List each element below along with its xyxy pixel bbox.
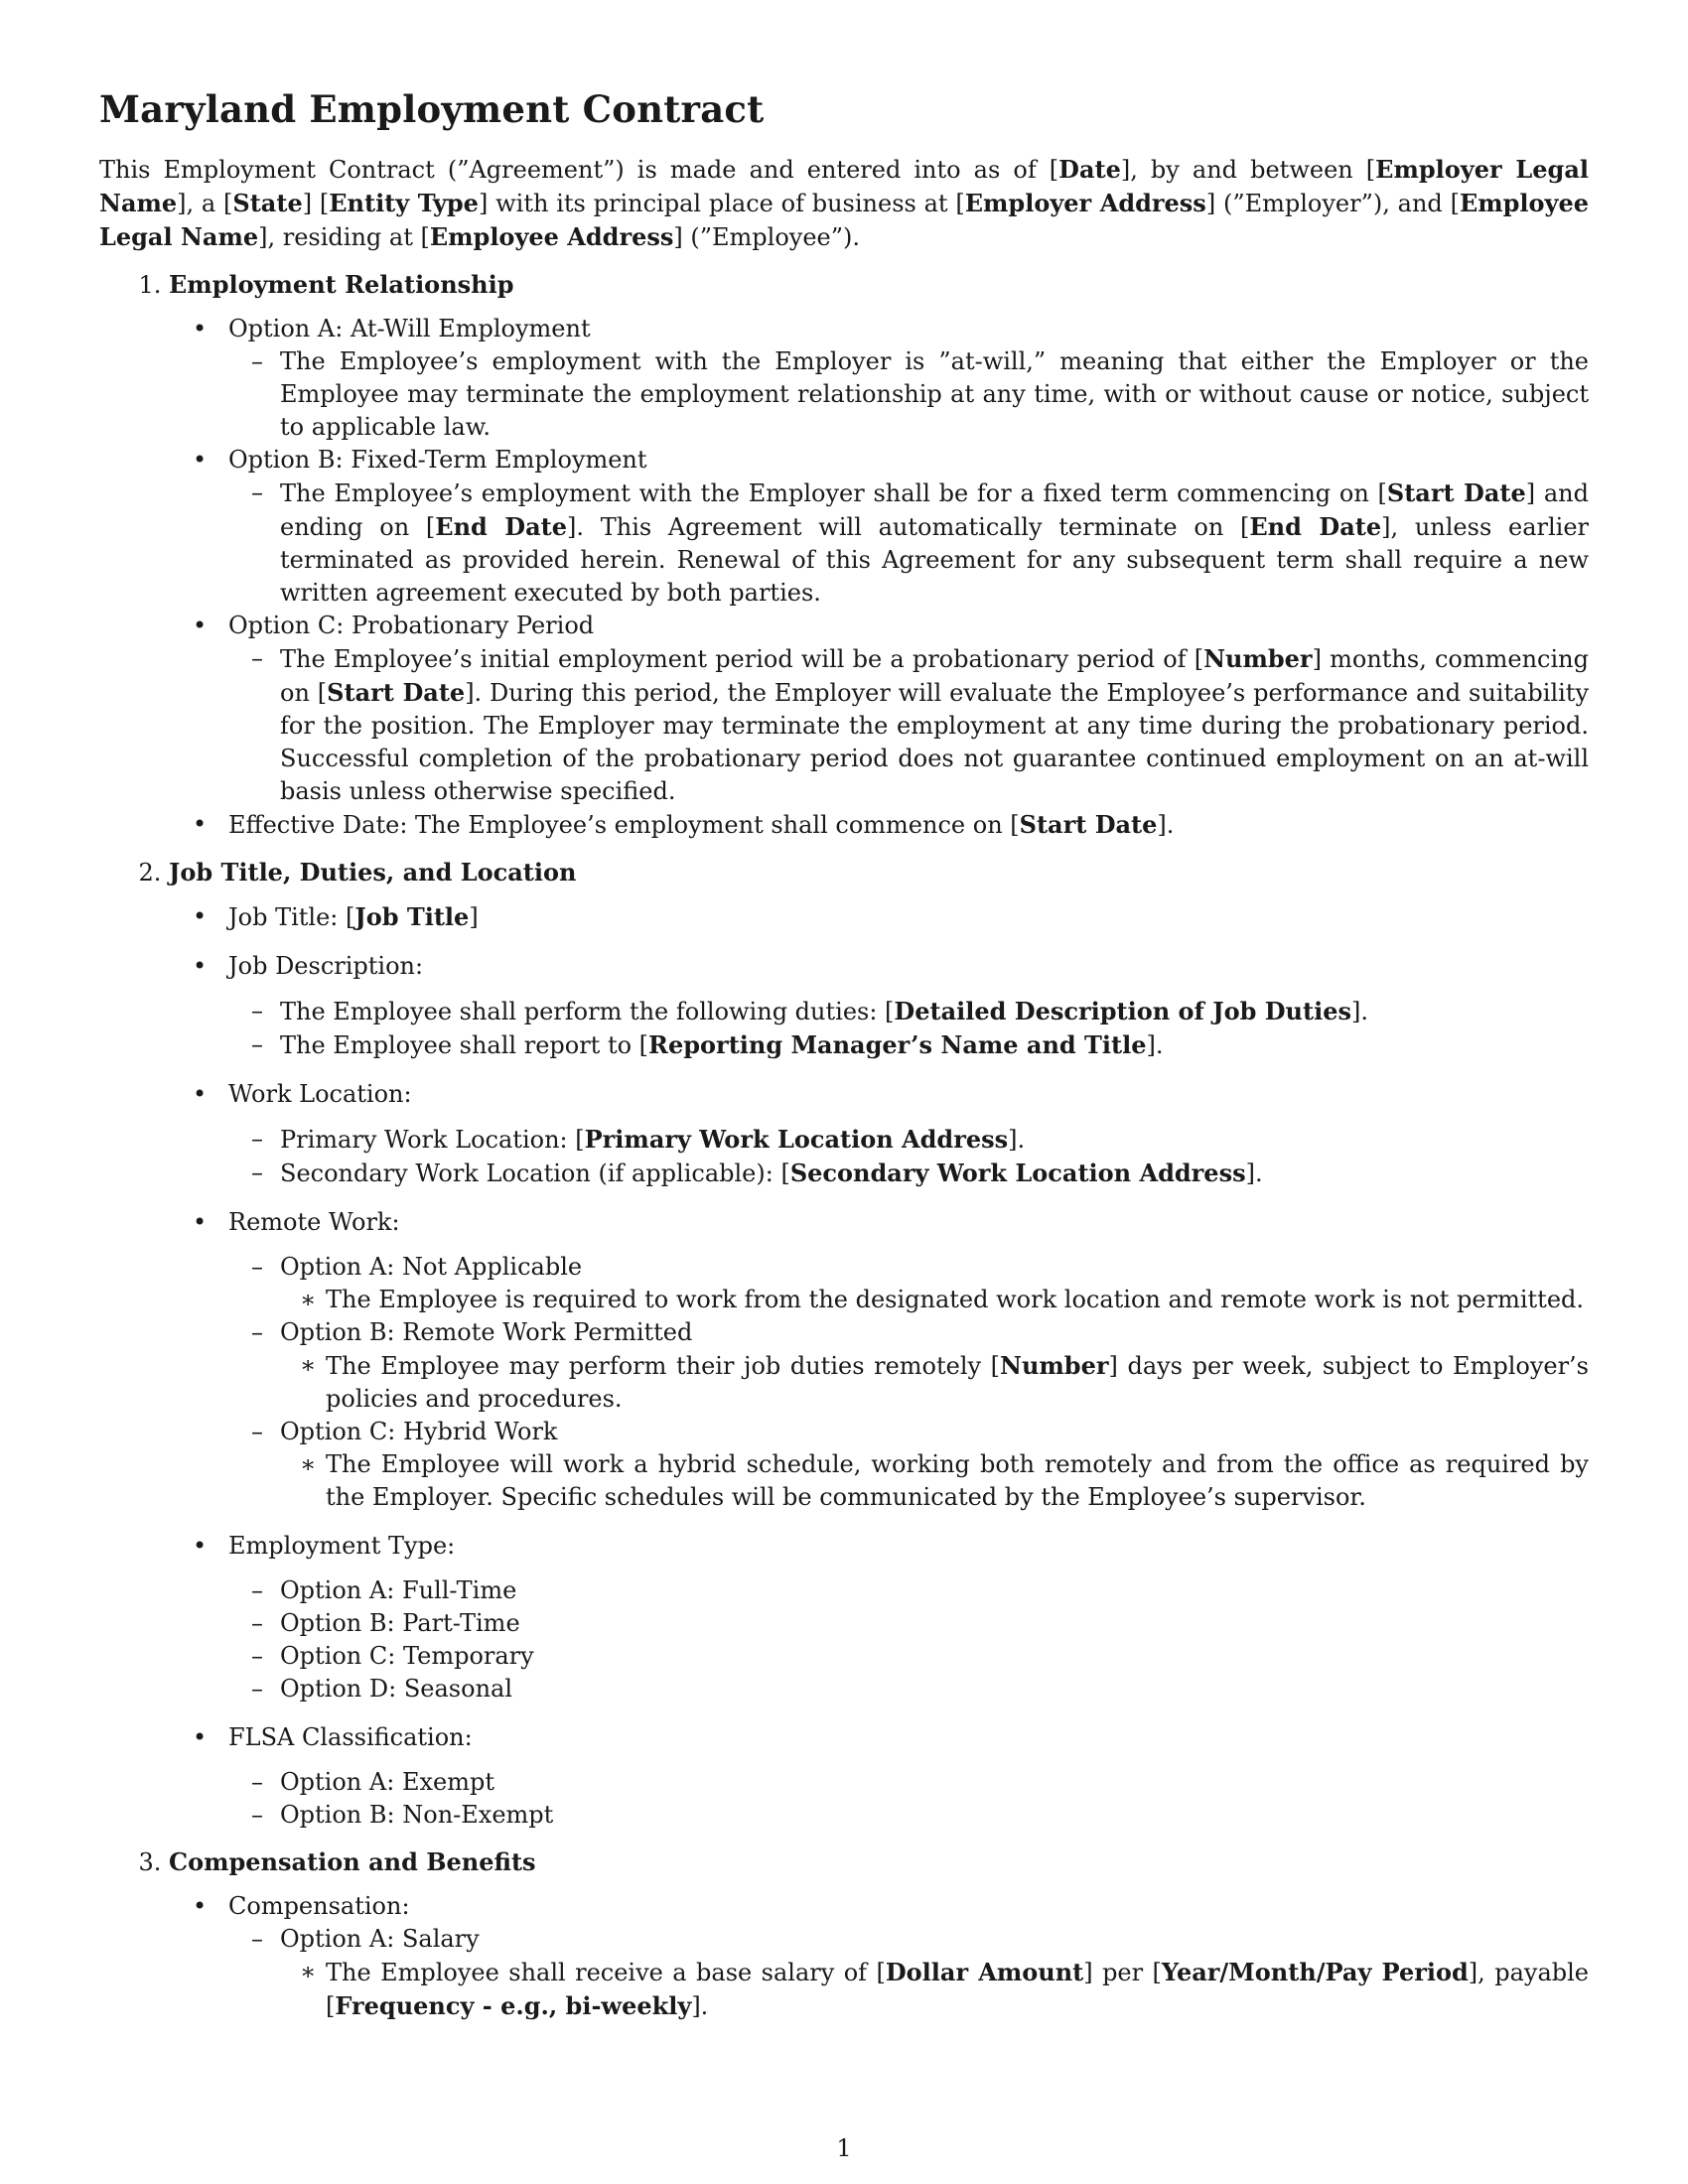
sub-sub-list xyxy=(280,1956,1589,2023)
text: ], payable [ xyxy=(326,1959,1589,2020)
option-label: Option C: Probationary Period xyxy=(228,612,595,639)
section-items xyxy=(169,900,1589,1832)
text: The Employee shall perform the following duties: [ xyxy=(280,998,895,1025)
text: Secondary Work Location (if applicable): [ xyxy=(280,1160,790,1187)
list-item: – Option C: Temporary xyxy=(280,1640,1589,1673)
placeholder: Year/Month/Pay Period xyxy=(1161,1958,1469,1986)
list-item xyxy=(228,1530,1589,1706)
placeholder-entity-type: Entity Type xyxy=(329,189,479,217)
list-item: ∗ The Employee will work a hybrid schedule, working both remotely and from the office as required by the Employer. Specific schedules will be communicated by the Employee’s supervisor. xyxy=(326,1448,1589,1514)
option-label: Option B: Fixed-Term Employment xyxy=(228,446,647,474)
list-item xyxy=(228,900,1589,934)
sub-sub-list xyxy=(280,1349,1589,1416)
list-item xyxy=(228,1206,1589,1514)
item-label: FLSA Classification: xyxy=(228,1723,473,1751)
text: The Employee may perform their job duties remotely [ xyxy=(326,1352,1001,1380)
placeholder-employee-address: Employee Address xyxy=(429,222,674,251)
document-title: Maryland Employment Contract xyxy=(99,87,765,131)
list-item xyxy=(280,642,1589,808)
option-label: Option C: Hybrid Work xyxy=(280,1418,558,1445)
placeholder: Start Date xyxy=(327,678,466,707)
placeholder-date: Date xyxy=(1058,155,1121,184)
list-item xyxy=(228,950,1589,1062)
text: ]. xyxy=(1146,1031,1164,1059)
text: ] days per week, subject to Employer’s policies and procedures. xyxy=(326,1352,1589,1413)
section-title: 1. Employment Relationship xyxy=(169,270,514,299)
text: ]. xyxy=(1245,1160,1263,1187)
list-item xyxy=(228,610,1589,808)
text: ] and ending on [ xyxy=(280,479,1590,541)
text: ] per [ xyxy=(1083,1959,1162,1986)
list-item xyxy=(326,1956,1589,2023)
list-item: – Option B: Part-Time xyxy=(280,1607,1589,1640)
text: The Employee shall report to [ xyxy=(280,1031,649,1059)
placeholder-employer-address: Employer Address xyxy=(964,189,1206,217)
text: The Employee’s employment with the Employer shall be for a fixed term commencing on [ xyxy=(280,479,1387,507)
text: ] months, commencing on [ xyxy=(280,645,1589,707)
text: ]. xyxy=(691,1992,709,2020)
section-items xyxy=(169,1890,1589,2023)
list-item xyxy=(280,1923,1589,2023)
text: The Employee’s initial employment period will be a probationary period of [ xyxy=(280,645,1204,673)
sub-list xyxy=(228,1251,1589,1514)
sub-list xyxy=(228,995,1589,1062)
placeholder-employee-name: Employee Legal Name xyxy=(99,189,1590,251)
list-item xyxy=(228,444,1589,610)
sub-sub-list xyxy=(280,1284,1589,1316)
list-item xyxy=(326,1349,1589,1416)
placeholder: Number xyxy=(1000,1351,1109,1380)
item-label: Remote Work: xyxy=(228,1208,400,1236)
placeholder: Job Title xyxy=(354,902,470,931)
list-item xyxy=(280,995,1589,1028)
option-label: Option A: Not Applicable xyxy=(280,1253,583,1281)
text: Primary Work Location: [ xyxy=(280,1126,585,1154)
list-item xyxy=(280,1123,1589,1157)
placeholder-employer-name: Employer Legal Name xyxy=(99,155,1589,217)
list-item: – Option A: Full-Time xyxy=(280,1574,1589,1607)
section-title: 3. Compensation and Benefits xyxy=(169,1847,536,1876)
placeholder: Dollar Amount xyxy=(885,1958,1084,1986)
list-item xyxy=(228,313,1589,444)
placeholder: Frequency - e.g., bi-weekly xyxy=(335,1991,692,2020)
text: ] xyxy=(469,903,479,931)
list-item xyxy=(280,1416,1589,1514)
list-item: ∗ The Employee is required to work from the designated work location and remote work is not permitted. xyxy=(326,1284,1589,1316)
item-label: Work Location: xyxy=(228,1080,412,1108)
text: ], unless earlier terminated as provided herein. Renewal of this Agreement for any subsequent term shall require a new written agreement executed by both parties. xyxy=(280,513,1590,607)
list-item xyxy=(228,1721,1589,1832)
document-page xyxy=(99,87,1589,2037)
text: ]. This Agreement will automatically terminate on [ xyxy=(567,513,1250,541)
sub-list xyxy=(228,1923,1589,2023)
list-item xyxy=(228,1078,1589,1190)
section-compensation-benefits xyxy=(169,1845,1589,2023)
sub-list xyxy=(228,477,1589,610)
item-label: Employment Type: xyxy=(228,1532,456,1560)
intro-text: ] (”Employer”), and [ xyxy=(1205,190,1460,217)
list-item xyxy=(280,1028,1589,1062)
placeholder: Primary Work Location Address xyxy=(584,1125,1009,1154)
text: ]. xyxy=(1350,998,1368,1025)
option-label: Option A: At-Will Employment xyxy=(228,315,591,342)
option-label: Option A: Salary xyxy=(280,1925,480,1953)
sub-list xyxy=(228,642,1589,808)
list-item: – The Employee’s employment with the Employer is ”at-will,” meaning that either the Employer or the Employee may terminate the employment relationship at any time, with or without cause or notice, subject to applicable law. xyxy=(280,345,1589,444)
text: Effective Date: The Employee’s employment shall commence on [ xyxy=(228,811,1020,839)
text: Job Title: [ xyxy=(228,903,355,931)
list-item xyxy=(280,1316,1589,1416)
sub-list xyxy=(228,1766,1589,1832)
placeholder: End Date xyxy=(435,512,567,541)
section-title: 2. Job Title, Duties, and Location xyxy=(169,858,577,887)
intro-paragraph xyxy=(99,153,1589,254)
item-label: Compensation: xyxy=(228,1892,410,1920)
section-employment-relationship xyxy=(169,268,1589,842)
placeholder: Start Date xyxy=(1386,478,1526,507)
sub-list xyxy=(228,345,1589,444)
section-items xyxy=(169,313,1589,842)
list-item: – Option A: Exempt xyxy=(280,1766,1589,1799)
list-item xyxy=(228,808,1589,842)
text: ]. During this period, the Employer will evaluate the Employee’s performance and suitability for the position. The Employer may terminate the employment at any time during the probationary period. Successful completion of the probationary period does not guarantee continued employment on an at-will basis unless otherwise specified. xyxy=(280,679,1589,805)
sub-list xyxy=(228,1574,1589,1706)
option-label: Option B: Remote Work Permitted xyxy=(280,1318,693,1346)
text: The Employee shall receive a base salary of [ xyxy=(326,1959,886,1986)
placeholder: Start Date xyxy=(1019,810,1158,839)
section-job-title-duties-location xyxy=(169,856,1589,1832)
placeholder: Detailed Description of Job Duties xyxy=(894,997,1351,1025)
list-item xyxy=(228,1890,1589,2023)
list-item xyxy=(280,477,1589,610)
page-number: 1 xyxy=(836,2134,852,2162)
sub-list xyxy=(228,1123,1589,1190)
list-item xyxy=(280,1157,1589,1190)
placeholder: Number xyxy=(1203,644,1313,673)
list-item: – Option B: Non-Exempt xyxy=(280,1799,1589,1832)
placeholder: End Date xyxy=(1249,512,1382,541)
sub-sub-list xyxy=(280,1448,1589,1514)
list-item xyxy=(280,1251,1589,1316)
item-label: Job Description: xyxy=(228,952,424,980)
list-item: – Option D: Seasonal xyxy=(280,1673,1589,1706)
placeholder-state: State xyxy=(232,189,303,217)
text: ]. xyxy=(1008,1126,1026,1154)
intro-text: This Employment Contract (”Agreement”) is made and entered into as of [ xyxy=(99,156,1059,184)
intro-text: ], by and between [ xyxy=(1120,156,1376,184)
intro-text: ] with its principal place of business at [ xyxy=(478,190,965,217)
placeholder: Secondary Work Location Address xyxy=(789,1159,1246,1187)
text: ]. xyxy=(1157,811,1175,839)
placeholder: Reporting Manager’s Name and Title xyxy=(648,1030,1147,1059)
intro-text: ] (”Employee”). xyxy=(673,223,861,251)
intro-text: ], residing at [ xyxy=(258,223,430,251)
intro-text: ] [ xyxy=(302,190,330,217)
sections-list xyxy=(99,268,1589,2023)
intro-text: ], a [ xyxy=(177,190,233,217)
